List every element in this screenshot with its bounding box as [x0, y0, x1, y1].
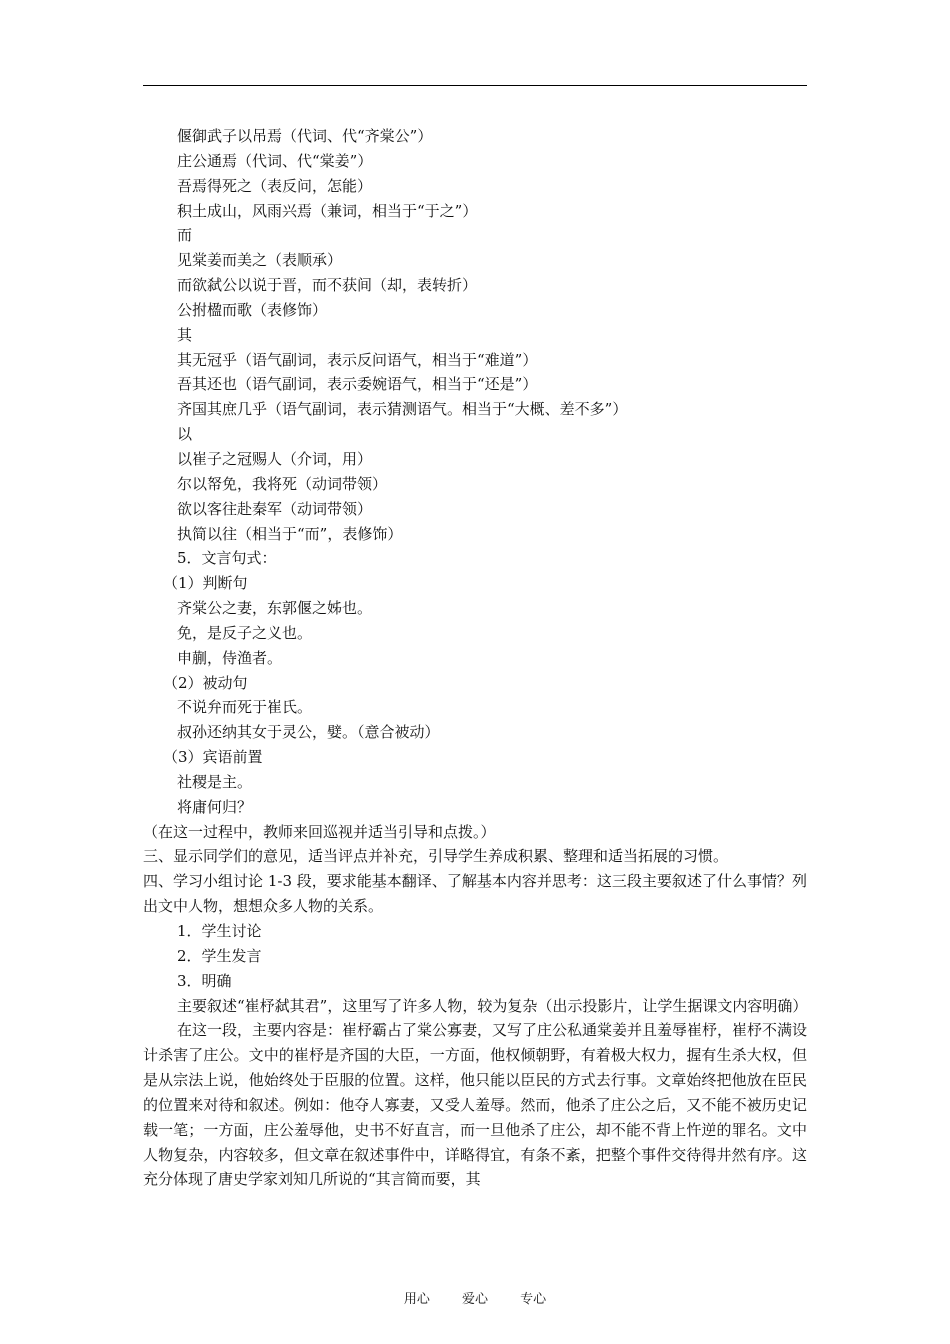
text-line: 齐国其庶几乎（语气副词，表示猜测语气。相当于“大概、差不多”）: [177, 400, 628, 419]
text-line: 吾其还也（语气副词，表示委婉语气，相当于“还是”）: [177, 375, 538, 394]
example-sentence: 将庸何归？: [177, 797, 253, 816]
text-line: 以崔子之冠赐人（介词，用）: [177, 449, 373, 468]
example-sentence: 齐棠公之妻，东郭偃之姊也。: [177, 599, 373, 618]
section-keyword: 以: [177, 425, 193, 444]
subsection-heading: （1）判断句: [163, 574, 248, 593]
summary-paragraph: 主要叙述“崔杼弑其君”，这里写了许多人物，较为复杂（出示投影片，让学生据课文内容明确）: [177, 996, 808, 1015]
teacher-note: （在这一过程中，教师来回巡视并适当引导和点拨。）: [143, 822, 496, 841]
section-heading: 5．文言句式：: [177, 549, 277, 568]
text-line: 尔以帑免，我将死（动词带领）: [177, 474, 388, 493]
text-line: 吾焉得死之（表反问，怎能）: [177, 176, 373, 195]
text-line: 偃御武子以吊焉（代词、代“齐棠公”）: [177, 127, 433, 145]
list-item: 2．学生发言: [177, 946, 262, 965]
analysis-paragraph: 在这一段，主要内容是：崔杼霸占了棠公寡妻，又写了庄公私通棠姜并且羞辱崔杼，崔杼不满设计杀害了庄公。文中的崔杼是齐国的大臣，一方面，他权倾朝野，有着极大权力，握有生杀大权，但是从宗法上说，他始终处于臣服的位置。这样，他只能以臣民的方式去行事。文章始终把他放在臣民的位置来对待和叙述。例如：他夺人寡妻，又受人羞辱。然而，他杀了庄公之后，又不能不被历史记载一笔；一方面，庄公羞辱他，史书不好直言，而一旦他杀了庄公，却不能不背上忤逆的罪名。文中人物复杂，内容较多，但文章在叙述事件中，详略得宜，有条不紊，把整个事件交待得井然有序。这充分体现了唐史学家刘知几所说的“其言简而要，其: [143, 1021, 808, 1189]
list-item: 3．明确: [177, 971, 232, 990]
footer-text: 爱心: [461, 1292, 488, 1307]
subsection-heading: （3）宾语前置: [163, 748, 263, 767]
step-four-text: 四、学习小组讨论 1-3 段，要求能基本翻译、了解基本内容并思考：这三段主要叙述了什么事情？列出文中人物，想想众多人物的关系。: [143, 872, 807, 916]
text-line: 积土成山，风雨兴焉（兼词，相当于“于之”）: [177, 201, 478, 220]
text-line: 而欲弑公以说于晋，而不获间（却，表转折）: [177, 276, 478, 295]
section-keyword: 而: [177, 226, 193, 245]
example-sentence: 不说弁而死于崔氏。: [177, 698, 313, 717]
example-sentence: 社稷是主。: [177, 772, 253, 791]
example-sentence: 叔孙还纳其女于灵公，嬖。（意合被动）: [177, 723, 440, 742]
text-line: 公拊楹而歌（表修饰）: [177, 300, 328, 319]
example-sentence: 申蒯，侍渔者。: [177, 648, 283, 667]
text-line: 庄公通焉（代词、代“棠姜”）: [177, 151, 373, 170]
list-item: 1．学生讨论: [177, 922, 262, 940]
document-body: [143, 124, 807, 1192]
header-rule: [143, 85, 807, 86]
example-sentence: 免，是反子之义也。: [177, 623, 313, 642]
text-line: 执简以往（相当于“而”，表修饰）: [177, 524, 403, 543]
text-line: 欲以客往赴秦军（动词带领）: [177, 499, 373, 518]
text-line: 其无冠乎（语气副词，表示反问语气，相当于“难道”）: [177, 350, 538, 369]
step-three-text: 三、显示同学们的意见，适当评点并补充，引导学生养成积累、整理和适当拓展的习惯。: [143, 847, 729, 866]
subsection-heading: （2）被动句: [163, 673, 248, 692]
footer-text: 用心: [403, 1292, 430, 1307]
footer-text: 专心: [520, 1292, 547, 1307]
page-footer: [0, 1288, 950, 1307]
text-line: 见棠姜而美之（表顺承）: [177, 251, 343, 270]
section-keyword: 其: [177, 325, 193, 344]
